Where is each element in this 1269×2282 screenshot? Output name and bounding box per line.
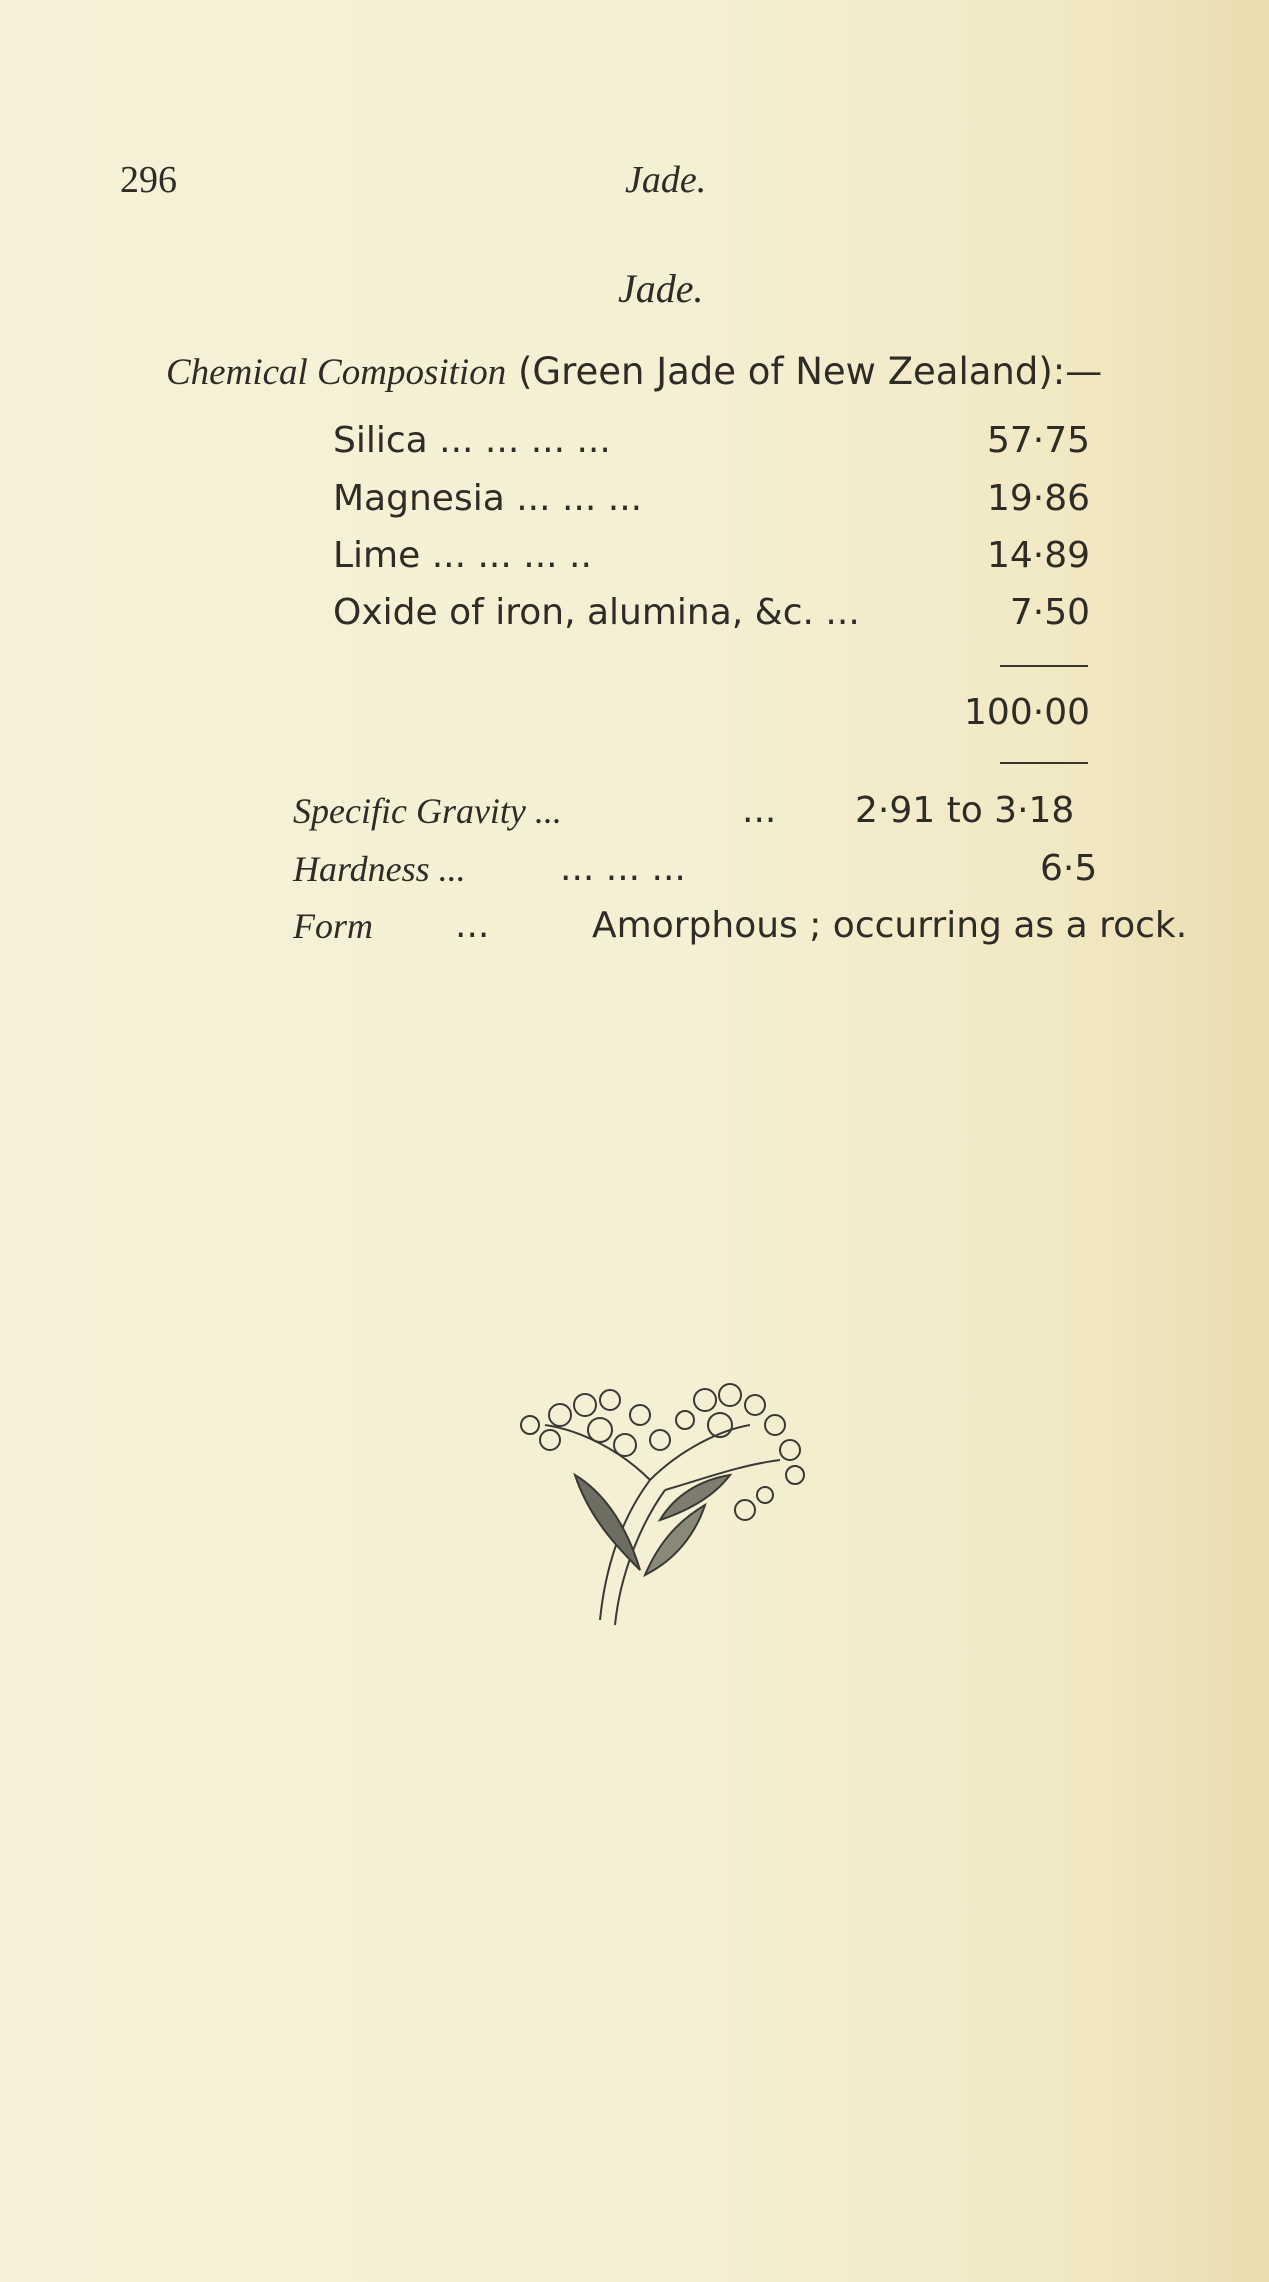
property-label: Form	[293, 906, 373, 946]
lily-of-the-valley-icon	[490, 1370, 850, 1630]
composition-label: Silica ... ... ... ...	[333, 420, 611, 461]
property-dots: ...	[455, 905, 490, 946]
composition-value: 19·86	[986, 478, 1090, 519]
property-label: Specific Gravity ...	[293, 791, 562, 831]
property-value: 6·5	[1040, 848, 1098, 889]
composition-label: Lime ... ... ... ..	[333, 535, 592, 576]
page-number: 296	[120, 159, 177, 201]
composition-value: 57·75	[986, 420, 1090, 461]
composition-heading	[166, 350, 1102, 394]
composition-heading-rest: (Green Jade of New Zealand):—	[506, 350, 1103, 393]
composition-value: 14·89	[986, 535, 1090, 576]
sum-rule	[1000, 665, 1088, 667]
property-label: Hardness ...	[293, 849, 466, 889]
composition-label: Oxide of iron, alumina, &c. ...	[333, 592, 860, 633]
composition-label: Magnesia ... ... ...	[333, 478, 643, 519]
section-title: Jade.	[618, 266, 704, 311]
composition-total: 100·00	[964, 692, 1090, 733]
total-rule	[1000, 762, 1088, 764]
running-head: Jade.	[625, 159, 707, 201]
property-dots: ... ... ...	[560, 848, 686, 889]
composition-heading-lead: Chemical Composition	[166, 352, 507, 393]
property-dots: ...	[742, 790, 777, 831]
property-value: 2·91 to 3·18	[855, 790, 1075, 831]
property-value: Amorphous ; occurring as a rock.	[592, 905, 1188, 946]
composition-value: 7·50	[1009, 592, 1090, 633]
